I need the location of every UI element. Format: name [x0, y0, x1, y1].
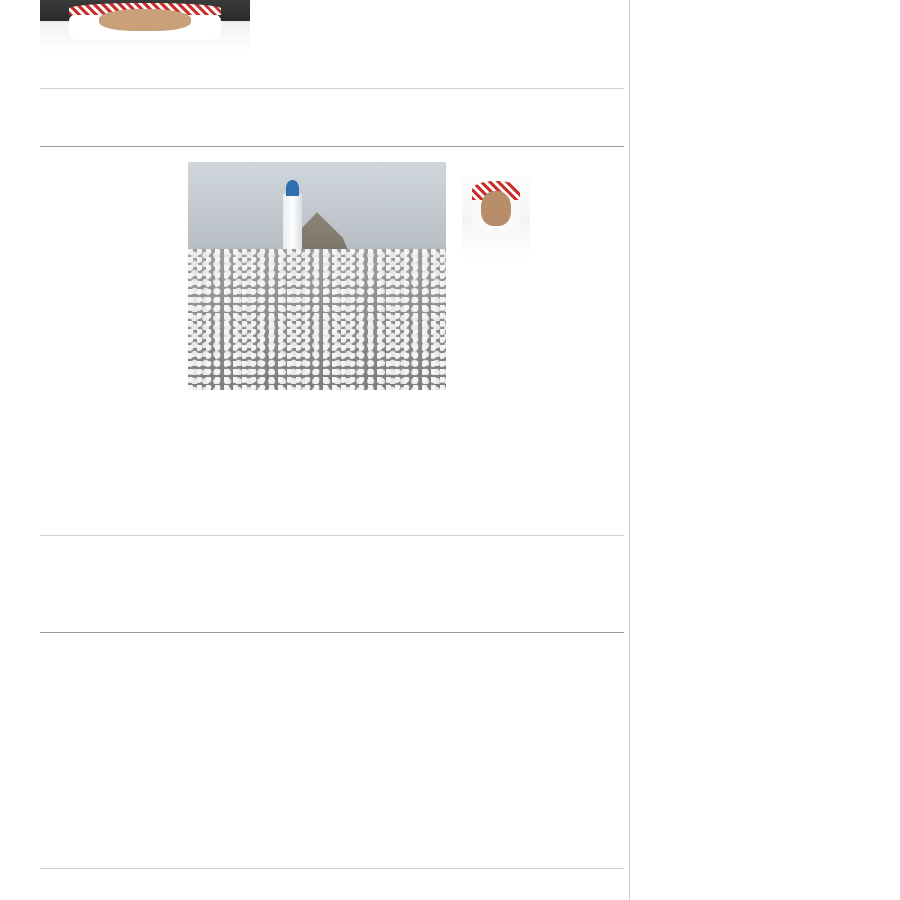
author-photo	[462, 176, 530, 260]
portrait-photo	[40, 0, 250, 52]
article1-col2	[320, 398, 448, 512]
article1-col1	[462, 262, 622, 512]
hajj-photo	[188, 162, 446, 390]
article1-col3	[188, 398, 312, 512]
article1-col4	[40, 162, 180, 512]
article2-col3	[40, 630, 226, 862]
column-divider	[629, 0, 630, 900]
top-text-b	[450, 18, 624, 98]
right-column-text	[630, 0, 892, 900]
section-divider	[40, 868, 624, 869]
top-text-a	[264, 0, 442, 85]
article2-col2	[234, 646, 422, 862]
article1-col1-top	[534, 176, 622, 260]
article2-col1	[430, 662, 622, 862]
title-underline	[40, 146, 624, 147]
section-divider	[40, 535, 624, 536]
section-divider	[40, 88, 624, 89]
